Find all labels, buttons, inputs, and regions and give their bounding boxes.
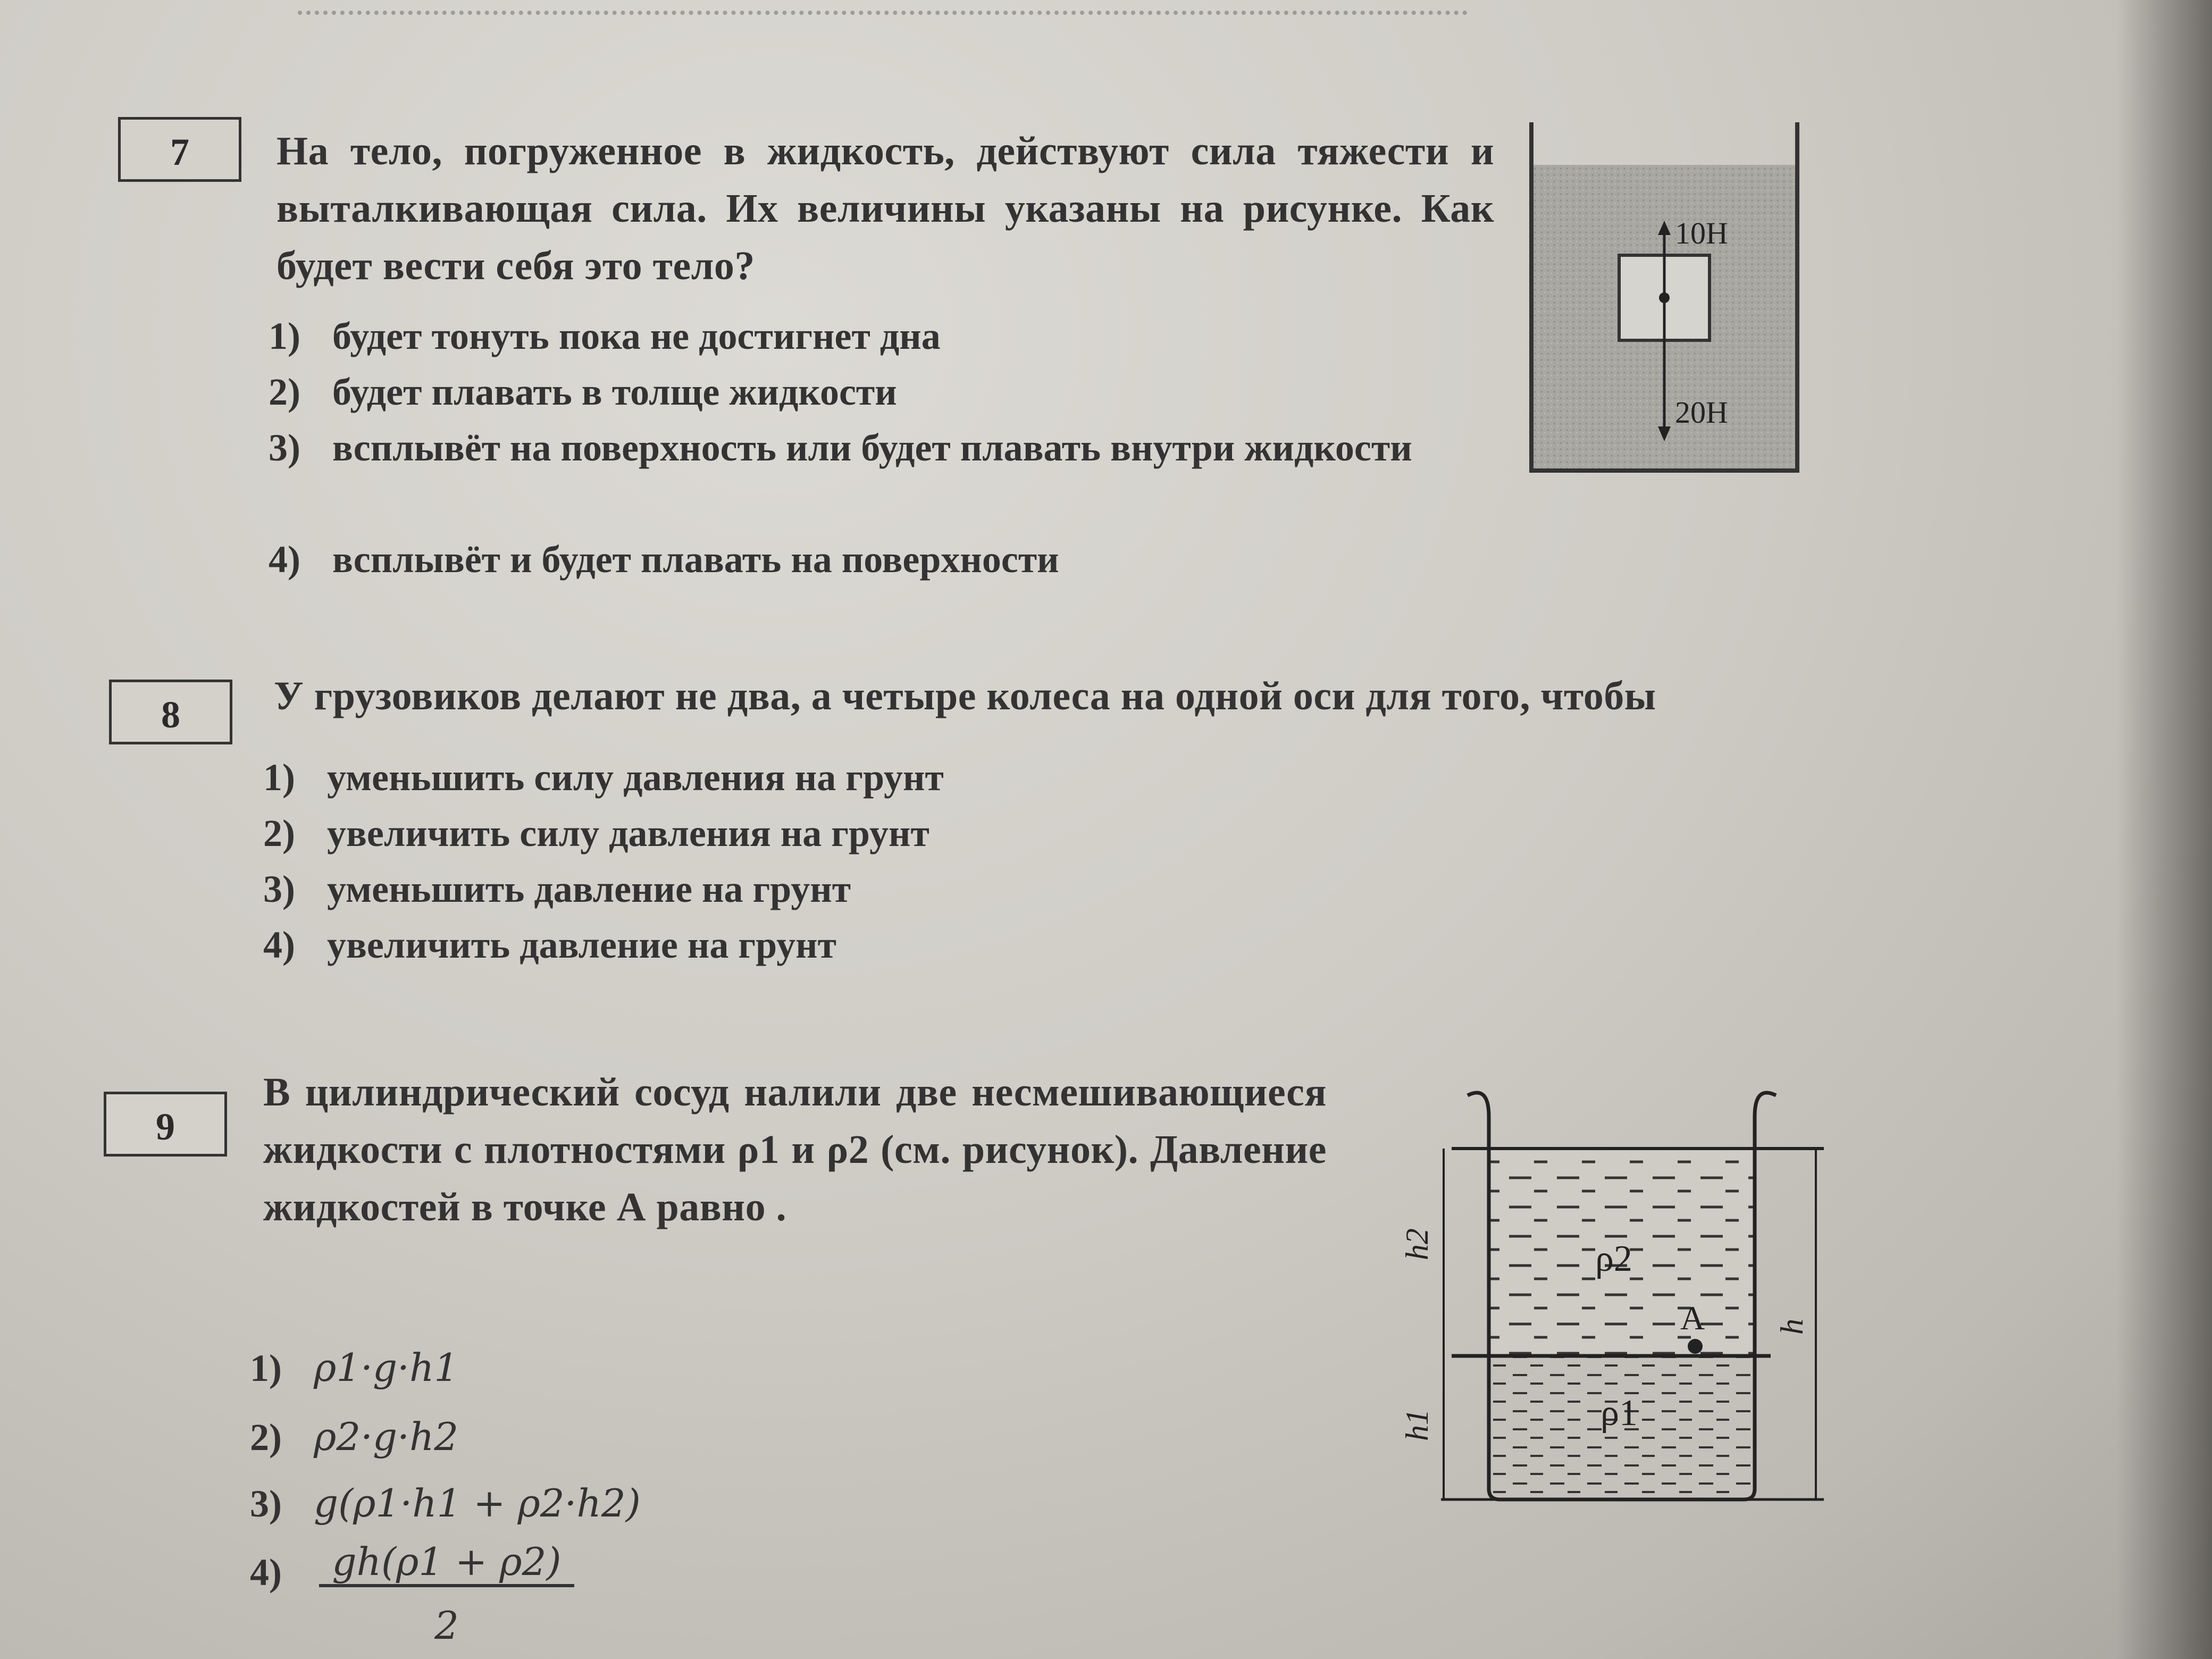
question-number-9: 9	[104, 1092, 227, 1157]
label-h2: h2	[1400, 1228, 1435, 1260]
question-7-option-3: 3) всплывёт на поверхность или будет плавать внутри жидкости	[269, 426, 1412, 469]
question-7-option-4: 4) всплывёт и будет плавать на поверхности	[269, 538, 1059, 581]
question-8-option-3: 3) уменьшить давление на грунт	[263, 868, 851, 910]
label-rho2: ρ2	[1595, 1238, 1632, 1279]
question-9-stem: В цилиндрический сосуд налили две несмешивающиеся жидкости с плотностями ρ1 и ρ2 (см. рисунок). Давление жидкостей в точке А равно .	[263, 1070, 1327, 1229]
question-8-option-2: 2) увеличить силу давления на грунт	[263, 812, 929, 854]
label-h1: h1	[1400, 1409, 1435, 1441]
question-9-option-3: 3) g(ρ1·h1 + ρ2·h2)	[250, 1481, 641, 1526]
fraction-numerator: gh(ρ1 + ρ2)	[319, 1539, 574, 1587]
question-8-stem: У грузовиков делают не два, а четыре колеса на одной оси для того, чтобы	[274, 674, 1656, 718]
cut-off-previous-line	[298, 0, 1468, 15]
question-9-option-2: 2) ρ2·g·h2	[250, 1414, 459, 1459]
down-force-label: 20Н	[1675, 395, 1728, 430]
up-force-label: 10Н	[1675, 216, 1728, 250]
question-number-7: 7	[118, 117, 241, 182]
question-9-option-4-number: 4)	[250, 1551, 282, 1594]
fraction-denominator: 2	[434, 1603, 459, 1648]
question-number-8: 8	[109, 680, 232, 744]
page-shadow	[2116, 0, 2212, 1659]
question-9-figure	[1361, 1079, 1882, 1515]
label-rho1: ρ1	[1601, 1393, 1638, 1434]
question-7-option-2: 2) будет плавать в толще жидкости	[269, 371, 897, 413]
question-7-option-1: 1) будет тонуть пока не достигнет дна	[269, 315, 941, 357]
question-7-figure	[1521, 122, 1819, 484]
label-point-a: A	[1680, 1299, 1705, 1337]
question-8-option-4: 4) увеличить давление на грунт	[263, 924, 837, 966]
label-h: h	[1774, 1319, 1809, 1335]
question-7-stem: На тело, погруженное в жидкость, действуют сила тяжести и выталкивающая сила. Их величины указаны на рисунке. Как будет вести себя это тело?	[276, 129, 1494, 288]
question-9-option-1: 1) ρ1·g·h1	[250, 1345, 459, 1390]
point-a	[1688, 1339, 1703, 1354]
question-9-option-4-fraction	[319, 1539, 574, 1648]
question-8-option-1: 1) уменьшить силу давления на грунт	[263, 756, 944, 799]
